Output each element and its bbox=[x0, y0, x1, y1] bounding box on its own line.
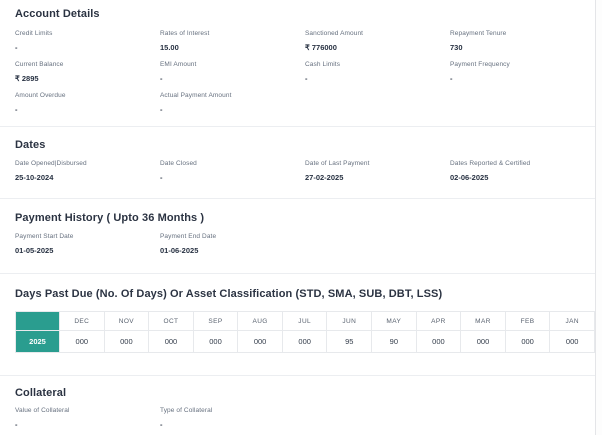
dpd-value-cell: 90 bbox=[372, 331, 417, 353]
field-value: - bbox=[15, 105, 18, 114]
field-label: Value of Collateral bbox=[15, 407, 70, 414]
dpd-month-header: AUG bbox=[238, 312, 283, 331]
field-value: - bbox=[15, 420, 18, 429]
field-value-of-collateral bbox=[15, 407, 160, 429]
field-date-of-last-payment bbox=[305, 160, 450, 182]
field-label: Cash Limits bbox=[305, 61, 341, 68]
dpd-value-cell: 000 bbox=[193, 331, 238, 353]
payment-history-grid bbox=[15, 233, 580, 255]
field-label: EMI Amount bbox=[160, 61, 197, 68]
field-value: - bbox=[160, 74, 163, 83]
section-days-past-due bbox=[0, 274, 595, 375]
field-label: Amount Overdue bbox=[15, 92, 66, 99]
field-value: 27-02-2025 bbox=[305, 173, 344, 182]
field-label: Repayment Tenure bbox=[450, 30, 507, 37]
field-label: Date Closed bbox=[160, 160, 197, 167]
dpd-month-header: NOV bbox=[104, 312, 149, 331]
field-cash-limits bbox=[305, 61, 450, 83]
dpd-month-header: FEB bbox=[505, 312, 550, 331]
field-credit-limits bbox=[15, 30, 160, 52]
field-actual-payment-amount bbox=[160, 92, 305, 114]
dpd-month-header: SEP bbox=[193, 312, 238, 331]
collateral-grid bbox=[15, 407, 580, 429]
field-label: Current Balance bbox=[15, 61, 64, 68]
dpd-value-cell: 000 bbox=[505, 331, 550, 353]
field-value: - bbox=[305, 74, 308, 83]
field-value: ₹ 2895 bbox=[15, 74, 39, 83]
dpd-value-cell: 000 bbox=[238, 331, 283, 353]
field-label: Rates of Interest bbox=[160, 30, 210, 37]
field-rates-of-interest bbox=[160, 30, 305, 52]
dpd-year-header-cell bbox=[16, 312, 60, 331]
dpd-value-cell: 95 bbox=[327, 331, 372, 353]
dpd-data-row bbox=[16, 331, 595, 353]
dpd-header-row bbox=[16, 312, 595, 331]
dpd-month-header: DEC bbox=[60, 312, 105, 331]
dpd-value-cell: 000 bbox=[282, 331, 327, 353]
field-label: Payment Frequency bbox=[450, 61, 510, 68]
dates-grid bbox=[15, 160, 580, 182]
section-title-dates: Dates bbox=[15, 139, 46, 151]
dpd-value-cell: 000 bbox=[550, 331, 595, 353]
field-label: Payment End Date bbox=[160, 233, 217, 240]
field-value: 01-05-2025 bbox=[15, 246, 54, 255]
field-value: - bbox=[450, 74, 453, 83]
field-label: Date of Last Payment bbox=[305, 160, 370, 167]
field-value: - bbox=[160, 173, 163, 182]
field-label: Credit Limits bbox=[15, 30, 53, 37]
section-account-details bbox=[0, 0, 595, 126]
field-payment-end-date bbox=[160, 233, 305, 255]
dpd-value-cell: 000 bbox=[416, 331, 461, 353]
field-payment-frequency bbox=[450, 61, 595, 83]
dpd-month-header: MAR bbox=[461, 312, 506, 331]
field-label: Date Opened|Disbursed bbox=[15, 160, 87, 167]
field-emi-amount bbox=[160, 61, 305, 83]
dpd-table bbox=[15, 311, 595, 353]
field-value: 25-10-2024 bbox=[15, 173, 54, 182]
dpd-month-header: MAY bbox=[372, 312, 417, 331]
field-value: 02-06-2025 bbox=[450, 173, 489, 182]
field-value: 01-06-2025 bbox=[160, 246, 199, 255]
field-value: ₹ 776000 bbox=[305, 43, 337, 52]
field-value: 730 bbox=[450, 43, 463, 52]
field-value: - bbox=[15, 43, 18, 52]
field-type-of-collateral bbox=[160, 407, 305, 429]
field-current-balance bbox=[15, 61, 160, 83]
dpd-value-cell: 000 bbox=[60, 331, 105, 353]
account-details-grid bbox=[15, 30, 580, 114]
section-title-days-past-due: Days Past Due (No. Of Days) Or Asset Classification (STD, SMA, SUB, DBT, LSS) bbox=[15, 288, 443, 300]
field-label: Dates Reported & Certified bbox=[450, 160, 531, 167]
field-date-opened-disbursed bbox=[15, 160, 160, 182]
field-value: 15.00 bbox=[160, 43, 179, 52]
dpd-month-header: OCT bbox=[149, 312, 194, 331]
dpd-month-header: JUN bbox=[327, 312, 372, 331]
field-label: Type of Collateral bbox=[160, 407, 213, 414]
dpd-value-cell: 000 bbox=[104, 331, 149, 353]
section-title-account-details: Account Details bbox=[15, 8, 100, 20]
section-payment-history bbox=[0, 199, 595, 273]
dpd-month-header: JAN bbox=[550, 312, 595, 331]
field-label: Payment Start Date bbox=[15, 233, 74, 240]
field-date-closed bbox=[160, 160, 305, 182]
field-value: - bbox=[160, 420, 163, 429]
section-title-payment-history: Payment History ( Upto 36 Months ) bbox=[15, 212, 205, 224]
section-collateral bbox=[0, 376, 595, 429]
dpd-value-cell: 000 bbox=[461, 331, 506, 353]
field-label: Sanctioned Amount bbox=[305, 30, 364, 37]
section-dates bbox=[0, 127, 595, 198]
field-dates-reported-certified bbox=[450, 160, 595, 182]
dpd-month-header: JUL bbox=[282, 312, 327, 331]
dpd-value-cell: 000 bbox=[149, 331, 194, 353]
section-title-collateral: Collateral bbox=[15, 387, 67, 399]
field-repayment-tenure bbox=[450, 30, 595, 52]
field-payment-start-date bbox=[15, 233, 160, 255]
dpd-month-header: APR bbox=[416, 312, 461, 331]
field-value: - bbox=[160, 105, 163, 114]
field-label: Actual Payment Amount bbox=[160, 92, 232, 99]
dpd-year-cell: 2025 bbox=[16, 331, 60, 353]
field-amount-overdue bbox=[15, 92, 160, 114]
field-sanctioned-amount bbox=[305, 30, 450, 52]
